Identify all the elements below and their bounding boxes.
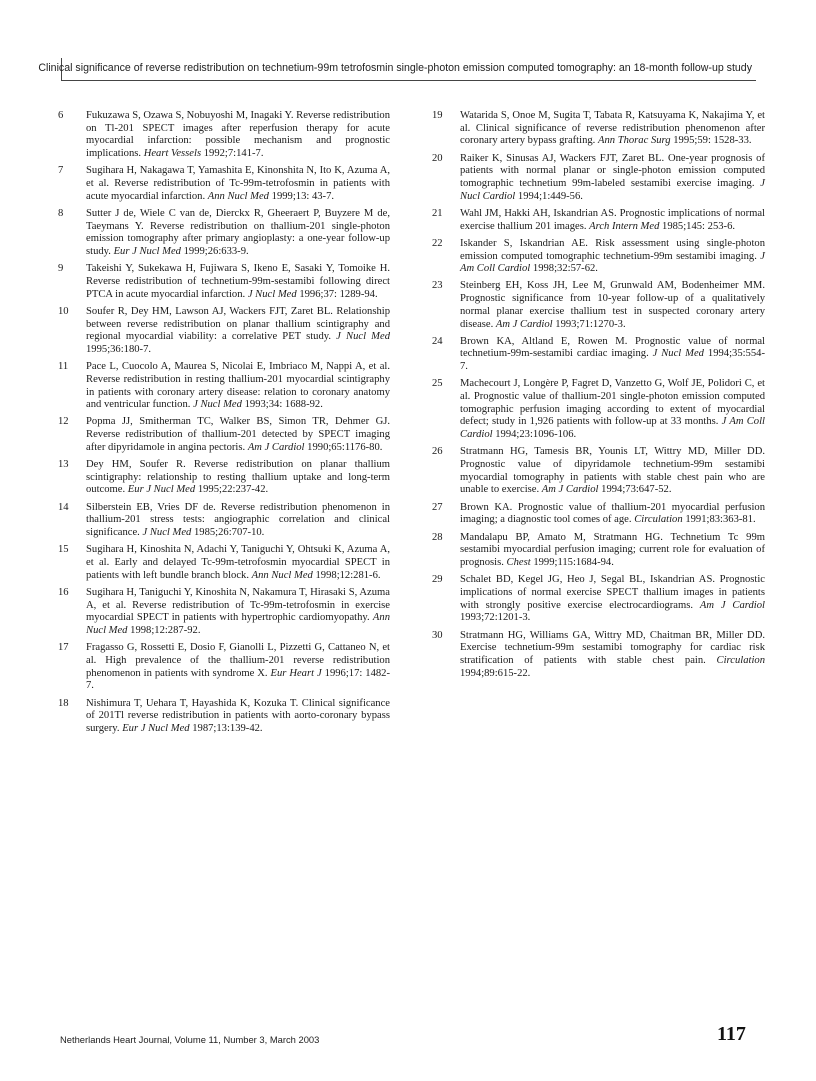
reference-citation: 1995;36:180-7. [86,343,152,355]
reference-citation: 1991;83:363-81. [685,514,756,526]
reference-journal: J Nucl Med [142,527,192,539]
reference-journal: J Nucl Cardiol [460,178,765,202]
reference-number: 30 [432,629,443,641]
reference-citation: 1993;71:1270-3. [555,318,626,330]
reference-journal: Arch Intern Med [589,220,660,232]
reference-journal: Ann Nucl Med [251,569,313,581]
reference-citation: 1992;7:141-7. [203,148,264,160]
reference-text: Wahl JM, Hakki AH, Iskandrian AS. Prognostic implications of normal exercise thallium 201 images. [460,207,765,232]
reference-journal: Ann Thorac Surg [597,135,671,147]
reference-text: Stratmann HG, Williams GA, Wittry MD, Chaitman BR, Miller DD. Exercise technetium-99m sestamibi tomography for cardiac risk stratification of patients with stable chest pain. [460,629,765,666]
reference-citation: 1994;23:1096-106. [495,429,577,441]
reference-text: Silberstein EB, Vries DF de. Reverse redistribution phenomenon in thallium-201 stress tests: angiographic correlation and clinical significance. [86,501,390,539]
reference-item [432,630,765,681]
reference-text: Fragasso G, Rossetti E, Dosio F, Gianolli L, Pizzetti G, Cattaneo N, et al. High prevalence of the thallium-201 reverse redistribution phenomenon in patients with syndrome X. [86,642,390,679]
reference-text: Mandalapu BP, Amato M, Stratmann HG. Technetium Tc 99m sestamibi myocardial perfusion imaging; current role for evaluation of prognosis. [460,531,765,568]
reference-text: Nishimura T, Uehara T, Hayashida K, Kozuka T. Clinical significance of 201Tl reverse redistribution in patients with aorto-coronary bypass surgery. [86,697,390,734]
reference-text: Brown KA. Prognostic value of thallium-201 myocardial perfusion imaging; a diagnostic tool comes of age. [460,501,765,526]
reference-text: Popma JJ, Smitherman TC, Walker BS, Simon TR, Dehmer GJ. Reverse redistribution of thallium-201 detected by SPECT imaging after dipyridamole in angina pectoris. [86,416,390,453]
footer-journal: Netherlands Heart Journal, Volume 11, Number 3, March 2003 [60,1034,320,1045]
reference-text: Sugihara H, Taniguchi Y, Kinoshita N, Nakamura T, Hirasaki S, Azuma A, et al. Reverse redistribution of Tc-99m-tetrofosmin in exercise myocardial SPECT in patients with hypertrophic cardiomyopathy. [86,586,390,624]
reference-number: 8 [58,207,64,219]
reference-item [432,502,765,527]
reference-journal: Circulation [634,514,683,526]
reference-item [58,306,390,357]
reference-text: Dey HM, Soufer R. Reverse redistribution on planar thallium scintigraphy: relationship to resting thallium uptake and long-term outcome. [86,459,390,496]
reference-journal: J Am Coll Cardiol [460,250,765,275]
reference-citation: 1999;13: 43-7. [271,190,335,202]
reference-item [58,502,390,540]
reference-number: 28 [432,531,443,543]
reference-text: Sutter J de, Wiele C van de, Dierckx R, Gheeraert P, Buyzere M de, Taeymans Y. Reverse redistribution on thallium-201 single-photon emission tomography after primary angioplasty: a one-year follow-up study. [86,207,390,258]
reference-number: 21 [432,207,443,219]
reference-citation: 1994;35:554-7. [460,348,765,373]
reference-number: 6 [58,110,64,121]
reference-number: 25 [432,378,443,390]
reference-text: Steinberg EH, Koss JH, Lee M, Grunwald AM, Bodenheimer MM. Prognostic significance from 10-year follow-up of a qualitatively normal planar exercise thallium test in suspected coronary artery disease. [460,280,765,330]
reference-text: Sugihara H, Nakagawa T, Yamashita E, Kinonshita N, Ito K, Azuma A, et al. Reverse redistribution of Tc-99m-tetrofosmin in patients with acute myocardial infarction. [86,165,390,202]
reference-text: Schalet BD, Kegel JG, Heo J, Segal BL, Iskandrian AS. Prognostic implications of normal exercise SPECT thallium images in patients with strongly positive exercise electrocardiograms. [460,574,765,611]
reference-item [432,446,765,497]
running-title: Clinical significance of reverse redistribution on technetium-99m tetrofosmin single-photon emission computed tomography: an 18-month follow-up study [38,62,752,74]
reference-item [432,208,765,233]
reference-journal: Circulation [716,654,765,666]
reference-journal: Eur Heart J [270,667,322,679]
reference-citation: 1987;13:139-42. [192,722,263,734]
reference-number: 13 [58,459,69,471]
reference-journal: J Nucl Med [193,399,242,411]
reference-citation: 1990;65:1176-80. [307,441,383,453]
reference-citation: 1993;72:1201-3. [460,612,531,624]
reference-number: 18 [58,697,69,709]
reference-journal: Eur J Nucl Med [113,246,181,258]
reference-citation: 1985;145: 253-6. [662,220,736,232]
reference-item [432,110,765,148]
reference-number: 9 [58,263,64,275]
reference-citation: 1999;115:1684-94. [533,557,614,568]
reference-number: 19 [432,110,443,121]
reference-text: Pace L, Cuocolo A, Maurea S, Nicolai E, Imbriaco M, Nappi A, et al. Reverse redistribution in resting thallium-201 myocardial scintigraphy in patients with coronary artery disease: relation to coronary anatomy and ventricular function. [86,361,390,411]
reference-number: 22 [432,237,443,249]
reference-list-left [58,110,390,740]
reference-journal: Am J Cardiol [699,599,765,611]
reference-citation: 1999;26:633-9. [183,246,249,258]
reference-citation: 1995;22:237-42. [197,484,269,496]
reference-item [432,574,765,625]
reference-number: 29 [432,574,443,586]
reference-citation: 1994;1:449-56. [517,190,583,202]
reference-citation: 1995;59: 1528-33. [673,135,752,147]
reference-journal: Eur J Nucl Med [122,722,190,734]
reference-number: 15 [58,544,69,556]
reference-number: 7 [58,165,64,177]
reference-journal: Chest [506,557,531,568]
reference-number: 26 [432,446,443,458]
reference-item [432,238,765,276]
reference-item [58,361,390,412]
reference-number: 10 [58,305,69,317]
reference-number: 11 [58,361,69,373]
reference-number: 16 [58,586,69,598]
reference-item [58,416,390,454]
reference-citation: 1996;37: 1289-94. [299,288,378,300]
reference-citation: 1998;12:287-92. [130,625,201,637]
reference-journal: Eur J Nucl Med [127,484,196,496]
reference-item [58,165,390,203]
reference-citation: 1985;26:707-10. [193,527,265,539]
reference-journal: Ann Nucl Med [86,612,390,637]
reference-item [432,532,765,570]
reference-number: 12 [58,416,69,428]
reference-text: Iskander S, Iskandrian AE. Risk assessment using single-photon emission computed tomographic technetium-99m sestamibi imaging. [460,237,765,262]
reference-citation: 1998;12:281-6. [315,569,381,581]
reference-citation: 1994;89:615-22. [460,667,531,679]
reference-journal: J Nucl Med [247,288,297,300]
reference-number: 14 [58,501,69,513]
reference-journal: Ann Nucl Med [207,190,269,202]
reference-item [58,642,390,693]
reference-item [58,698,390,736]
reference-item [432,336,765,374]
reference-journal: J Nucl Med [336,331,390,343]
reference-journal: J Nucl Med [652,348,704,360]
page-number: 117 [717,1023,746,1045]
reference-item [58,208,390,259]
reference-text: Fukuzawa S, Ozawa S, Nobuyoshi M, Inagaki Y. Reverse redistribution on Tl-201 SPECT images after reperfusion therapy for acute myocardial infarction: possible mechanism and prognostic implications. [86,110,390,160]
reference-number: 27 [432,501,443,513]
reference-citation: 1998;32:57-62. [532,263,598,275]
reference-journal: Am J Cardiol [247,441,305,453]
reference-list-right [432,110,765,685]
reference-text: Soufer R, Dey HM, Lawson AJ, Wackers FJT, Zaret BL. Relationship between reverse redistribution on planar thallium scintigraphy and regional myocardial viability: a correlative PET study. [86,305,390,343]
reference-text: Sugihara H, Kinoshita N, Adachi Y, Taniguchi Y, Ohtsuki K, Azuma A, et al. Early and delayed Tc-99m-tetrofosmin myocardial SPECT in patients with left bundle branch block. [86,544,390,581]
reference-text: Takeishi Y, Sukekawa H, Fujiwara S, Ikeno E, Sasaki Y, Tomoike H. Reverse redistribution of technetium-99m-sestamibi following direct PTCA in acute myocardial infarction. [86,263,390,300]
reference-item [432,378,765,442]
reference-text: Machecourt J, Longère P, Fagret D, Vanzetto G, Wolf JE, Polidori C, et al. Prognostic value of thallium-201 single-photon emission computed tomographic perfusion imaging according to extent of myocardial defect; study in 1,926 patients with follow-up at 33 months. [460,378,765,428]
reference-number: 20 [432,152,443,164]
reference-item [58,263,390,301]
reference-item [432,280,765,331]
reference-text: Raiker K, Sinusas AJ, Wackers FJT, Zaret BL. One-year prognosis of patients with normal planar or single-photon emission computed tomographic technetium 99m-labeled sestamibi exercise imaging. [460,152,765,190]
reference-journal: Am J Cardiol [541,484,599,496]
reference-text: Brown KA, Altland E, Rowen M. Prognostic value of normal technetium-99m-sestamibi cardiac imaging. [460,335,765,360]
reference-item [432,153,765,204]
reference-item [58,459,390,497]
running-header [38,58,756,81]
reference-journal: J Am Coll Cardiol [460,416,765,441]
reference-number: 17 [58,642,69,654]
reference-number: 23 [432,280,443,292]
reference-journal: Am J Cardiol [495,318,553,330]
reference-item [58,587,390,638]
reference-citation: 1993;34: 1688-92. [244,399,323,411]
reference-number: 24 [432,335,443,347]
reference-text: Watarida S, Onoe M, Sugita T, Tabata R, Katsuyama K, Nakajima Y, et al. Clinical significance of reverse redistribution phenomenon after coronary artery bypass grafting. [460,110,765,147]
reference-journal: Heart Vessels [143,148,202,160]
reference-item [58,544,390,582]
reference-citation: 1996;17: 1482-7. [86,667,390,692]
reference-citation: 1994;73:647-52. [601,484,672,496]
reference-item [58,110,390,161]
reference-text: Stratmann HG, Tamesis BR, Younis LT, Wittry MD, Miller DD. Prognostic value of dipyridamole technetium-99m sestamibi myocardial tomography in patients with stable chest pain who are unable to exercise. [460,446,765,496]
